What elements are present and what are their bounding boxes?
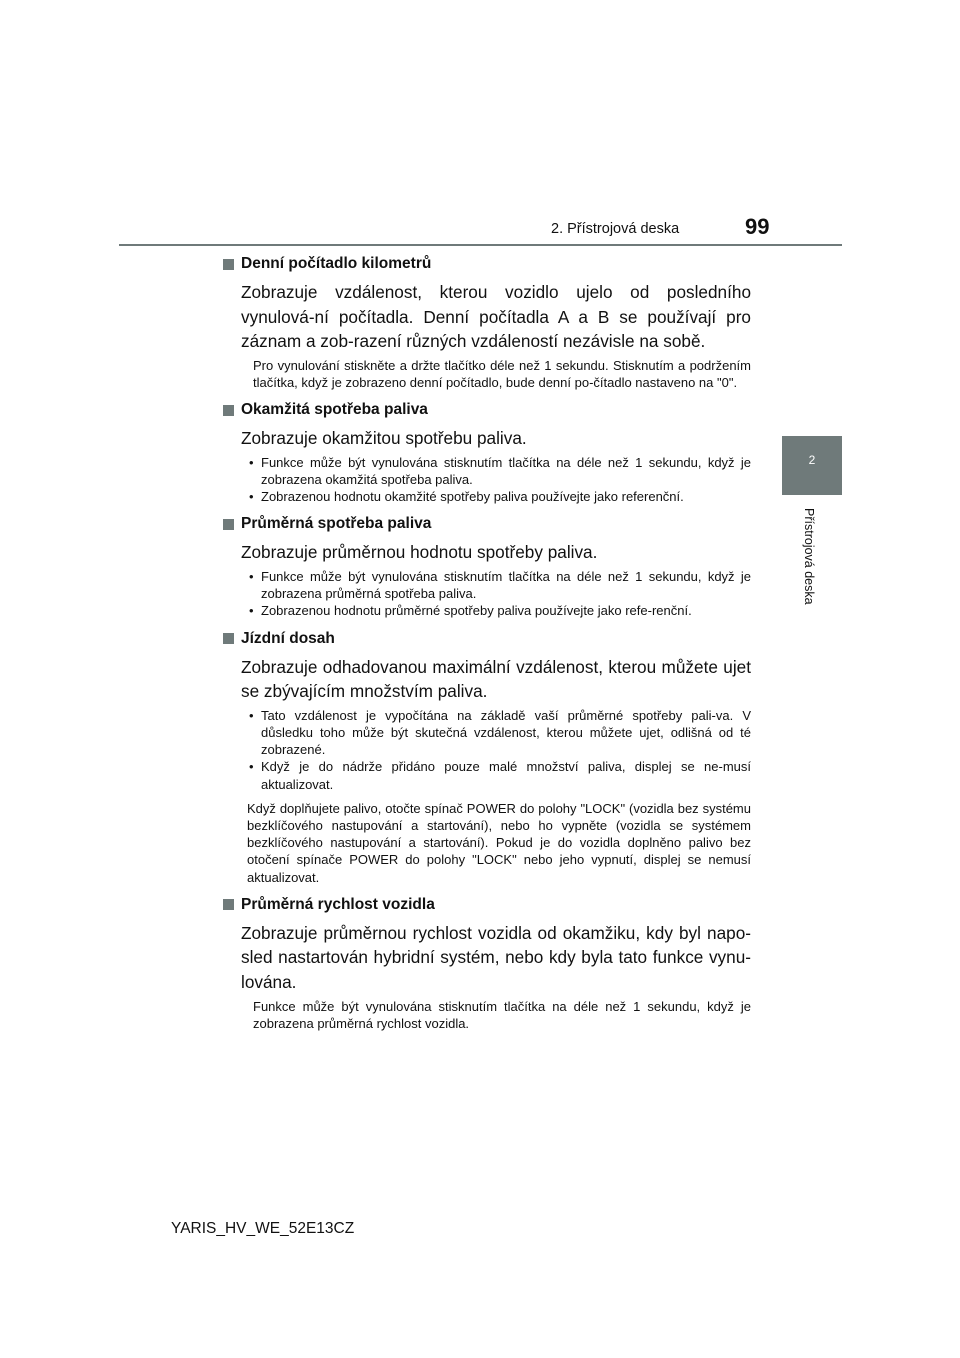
bullet-list xyxy=(247,568,751,620)
bullet-item: • Tato vzdálenost je vypočítána na základě vaší průměrné spotřeby pali-va. V důsledku toho může být skutečná vzdálenost, kterou můžete ujet, odlišná od té zobrazené. xyxy=(247,707,751,759)
section-description: Zobrazuje průměrnou hodnotu spotřeby paliva. xyxy=(241,542,598,563)
section-description: Zobrazuje vzdálenost, kterou vozidlo ujelo od posledního vynulová-ní počítadla. Denní počítadla A a B se používají pro záznam a zob-razení různých vzdáleností nezávisle na sobě. xyxy=(241,282,751,352)
bullet-item: • Když je do nádrže přidáno pouze malé množství paliva, displej se ne-musí aktualizovat. xyxy=(247,758,751,792)
square-bullet-icon xyxy=(223,259,234,270)
section-heading xyxy=(223,252,751,276)
square-bullet-icon xyxy=(223,899,234,910)
document-code: YARIS_HV_WE_52E13CZ xyxy=(171,1220,355,1237)
page-number: 99 xyxy=(745,214,770,239)
chapter-title-vertical: Přístrojová deska xyxy=(802,508,816,605)
section-heading xyxy=(223,627,751,651)
section-extra-note: Když doplňujete palivo, otočte spínač POWER do polohy "LOCK" (vozidla bez systému bezklíčového nastupování a startování), nebo ho vypněte (vozidla se systémem bezklíčového nastupování a startování). Pokud je do vozidla doplněno palivo bez otočení spínače POWER do polohy "LOCK" nebo jeho vypnutí, displej se nemusí aktualizovat. xyxy=(247,800,751,885)
square-bullet-icon xyxy=(223,405,234,416)
section-heading xyxy=(223,893,751,917)
bullet-item: • Funkce může být vynulována stisknutím tlačítka na déle než 1 sekundu, když je zobrazena okamžitá spotřeba paliva. xyxy=(247,454,751,488)
section-description: Zobrazuje odhadovanou maximální vzdálenost, kterou můžete ujet se zbývajícím množstvím paliva. xyxy=(241,656,751,702)
section-heading-text: Denní počítadlo kilometrů xyxy=(241,255,432,272)
section-description: Zobrazuje průměrnou rychlost vozidla od okamžiku, kdy byl napo-sled nastartován hybridní systém, nebo kdy byla tato funkce vynu-lována. xyxy=(241,922,751,992)
section-heading xyxy=(223,398,751,422)
section-note: Pro vynulování stiskněte a držte tlačítko déle než 1 sekundu. Stisknutím a podržením tlačítka, když je zobrazeno denní počítadlo, bude denní po-čítadlo nastaveno na "0". xyxy=(253,357,751,390)
header-divider xyxy=(119,244,842,246)
main-content xyxy=(223,252,751,1039)
section-heading xyxy=(223,512,751,536)
section-average-speed xyxy=(223,893,751,1032)
section-note: Funkce může být vynulována stisknutím tlačítka na déle než 1 sekundu, když je zobrazena průměrná rychlost vozidla. xyxy=(253,998,751,1031)
chapter-tab xyxy=(782,436,842,495)
bullet-item: • Zobrazenou hodnotu průměrné spotřeby paliva používejte jako refe-renční. xyxy=(247,602,751,619)
section-heading-text: Jízdní dosah xyxy=(241,629,335,647)
section-trip-meter xyxy=(223,252,751,391)
section-driving-range xyxy=(223,627,751,886)
section-heading-text: Průměrná rychlost vozidla xyxy=(241,895,435,913)
bullet-list xyxy=(247,707,751,793)
section-heading-text: Okamžitá spotřeba paliva xyxy=(241,401,428,419)
section-average-fuel xyxy=(223,512,751,619)
header-section-title: 2. Přístrojová deska xyxy=(551,221,680,237)
section-instant-fuel xyxy=(223,398,751,505)
bullet-item: • Funkce může být vynulována stisknutím tlačítka na déle než 1 sekundu, když je zobrazena průměrná spotřeba paliva. xyxy=(247,568,751,602)
square-bullet-icon xyxy=(223,519,234,530)
section-heading-text: Průměrná spotřeba paliva xyxy=(241,515,432,533)
square-bullet-icon xyxy=(223,633,234,644)
bullet-list xyxy=(247,454,751,506)
section-description: Zobrazuje okamžitou spotřebu paliva. xyxy=(241,428,527,449)
bullet-item: • Zobrazenou hodnotu okamžité spotřeby paliva používejte jako referenční. xyxy=(247,488,751,505)
chapter-number: 2 xyxy=(808,453,816,467)
